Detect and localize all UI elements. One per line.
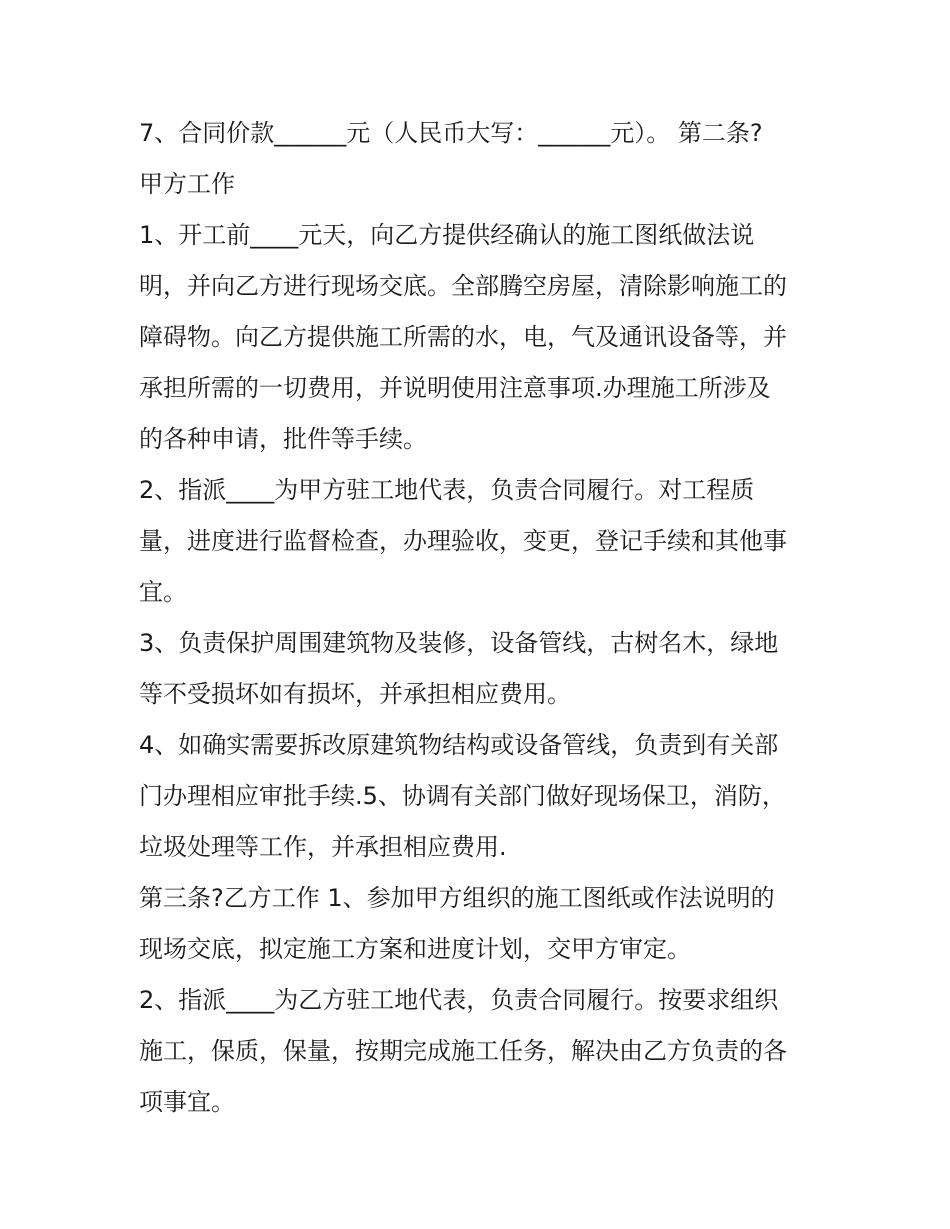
text-line: 量，进度进行监督检查，办理验收，变更，登记手续和其他事	[139, 527, 787, 555]
text-line: 2、指派____为甲方驻工地代表，负责合同履行。对工程质	[139, 476, 755, 504]
text-line: 现场交底，拟定施工方案和进度计划，交甲方审定。	[139, 935, 691, 963]
text-line: 障碍物。向乙方提供施工所需的水，电，气及通讯设备等，并	[139, 323, 787, 351]
text-line: 承担所需的一切费用，并说明使用注意事项.办理施工所涉及	[139, 374, 771, 402]
text-line: 2、指派____为乙方驻工地代表，负责合同履行。按要求组织	[139, 986, 779, 1014]
text-line: 7、合同价款______元（人民币大写：______元）。 第二条?	[139, 119, 763, 147]
text-line: 的各种申请，批件等手续。	[139, 425, 427, 453]
text-line: 等不受损坏如有损坏，并承担相应费用。	[139, 680, 571, 708]
text-line: 垃圾处理等工作，并承担相应费用.	[139, 833, 507, 861]
text-line: 门办理相应审批手续.5、协调有关部门做好现场保卫，消防，	[139, 782, 786, 810]
text-line: 1、开工前____元天，向乙方提供经确认的施工图纸做法说	[139, 221, 755, 249]
text-line: 施工，保质，保量，按期完成施工任务，解决由乙方负责的各	[139, 1037, 787, 1065]
text-line: 3、负责保护周围建筑物及装修，设备管线，古树名木，绿地	[139, 629, 779, 657]
text-line: 甲方工作	[139, 170, 235, 198]
text-line: 宜。	[139, 578, 187, 606]
text-line: 项事宜。	[139, 1088, 235, 1116]
text-line: 明，并向乙方进行现场交底。全部腾空房屋，清除影响施工的	[139, 272, 787, 300]
text-line: 4、如确实需要拆改原建筑物结构或设备管线，负责到有关部	[139, 731, 779, 759]
text-line: 第三条?乙方工作 1、参加甲方组织的施工图纸或作法说明的	[139, 884, 775, 912]
contract-text	[139, 108, 819, 1128]
